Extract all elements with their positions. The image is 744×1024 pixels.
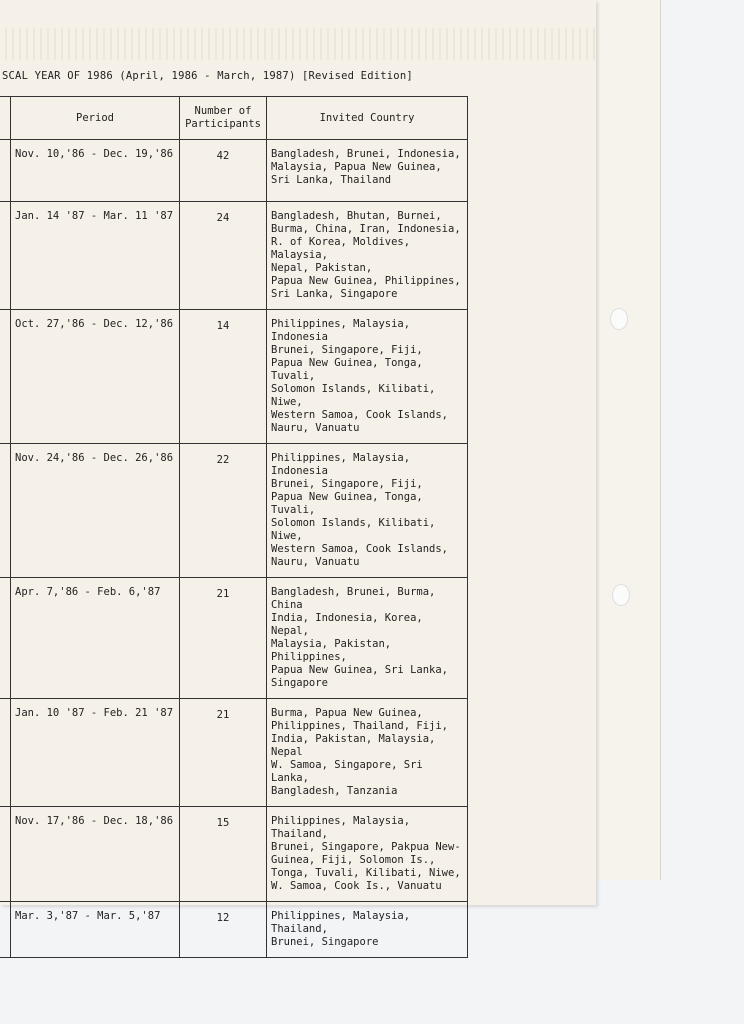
punch-hole-upper (610, 308, 628, 330)
country-cell: Burma, Papua New Guinea, Philippines, Thailand, Fiji, India, Pakistan, Malaysia, Nepal W. Samoa, Singapore, Sri Lanka, Bangladesh, Tanzania (267, 699, 468, 807)
punch-hole-lower (612, 584, 630, 606)
column-header-country: Invited Country (267, 97, 468, 140)
table-row (0, 310, 468, 444)
period-cell: Nov. 24,'86 - Dec. 26,'86 (11, 444, 180, 578)
participants-cell: 21 (180, 699, 267, 807)
participants-cell: 15 (180, 807, 267, 902)
participants-cell: 14 (180, 310, 267, 444)
table-row (0, 578, 468, 699)
period-cell: Mar. 3,'87 - Mar. 5,'87 (11, 902, 180, 958)
period-cell: Nov. 10,'86 - Dec. 19,'86 (11, 140, 180, 202)
country-cell: Philippines, Malaysia, Thailand, Brunei, Singapore (267, 902, 468, 958)
table-row (0, 699, 468, 807)
participants-cell: 12 (180, 902, 267, 958)
perforation-strip (0, 28, 596, 60)
country-cell: Philippines, Malaysia, Thailand, Brunei, Singapore, Pakpua New- Guinea, Fiji, Solomon Is., Tonga, Tuvali, Kilibati, Niwe, W. Samoa, Cook Is., Vanuatu (267, 807, 468, 902)
participants-cell: 22 (180, 444, 267, 578)
table-row (0, 140, 468, 202)
column-header-participants: Number of Participants (180, 97, 267, 140)
table-row (0, 807, 468, 902)
country-cell: Bangladesh, Brunei, Burma, China India, Indonesia, Korea, Nepal, Malaysia, Pakistan, Philippines, Papua New Guinea, Sri Lanka, Singapore (267, 578, 468, 699)
table-header-row (0, 97, 468, 140)
table-header-cut (0, 97, 11, 140)
period-cell: Apr. 7,'86 - Feb. 6,'87 (11, 578, 180, 699)
participants-cell: 42 (180, 140, 267, 202)
country-cell: Bangladesh, Bhutan, Burnei, Burma, China, Iran, Indonesia, R. of Korea, Moldives, Malaysia, Nepal, Pakistan, Papua New Guinea, Philippines, Sri Lanka, Singapore (267, 202, 468, 310)
column-header-period: Period (11, 97, 180, 140)
country-cell: Philippines, Malaysia, Indonesia Brunei, Singapore, Fiji, Papua New Guinea, Tonga, Tuvali, Solomon Islands, Kilibati, Niwe, Western Samoa, Cook Islands, Nauru, Vanuatu (267, 310, 468, 444)
page-heading: SCAL YEAR OF 1986 (April, 1986 - March, 1987) [Revised Edition] (2, 70, 413, 82)
period-cell: Nov. 17,'86 - Dec. 18,'86 (11, 807, 180, 902)
table-row (0, 202, 468, 310)
country-cell: Bangladesh, Brunei, Indonesia, Malaysia, Papua New Guinea, Sri Lanka, Thailand (267, 140, 468, 202)
country-cell: Philippines, Malaysia, Indonesia Brunei, Singapore, Fiji, Papua New Guinea, Tonga, Tuvali, Solomon Islands, Kilibati, Niwe, Western Samoa, Cook Islands, Nauru, Vanuatu (267, 444, 468, 578)
period-cell: Jan. 10 '87 - Feb. 21 '87 (11, 699, 180, 807)
table-row (0, 444, 468, 578)
table-row (0, 902, 468, 958)
participants-cell: 24 (180, 202, 267, 310)
training-schedule-table (0, 96, 468, 958)
period-cell: Jan. 14 '87 - Mar. 11 '87 (11, 202, 180, 310)
participants-cell: 21 (180, 578, 267, 699)
period-cell: Oct. 27,'86 - Dec. 12,'86 (11, 310, 180, 444)
